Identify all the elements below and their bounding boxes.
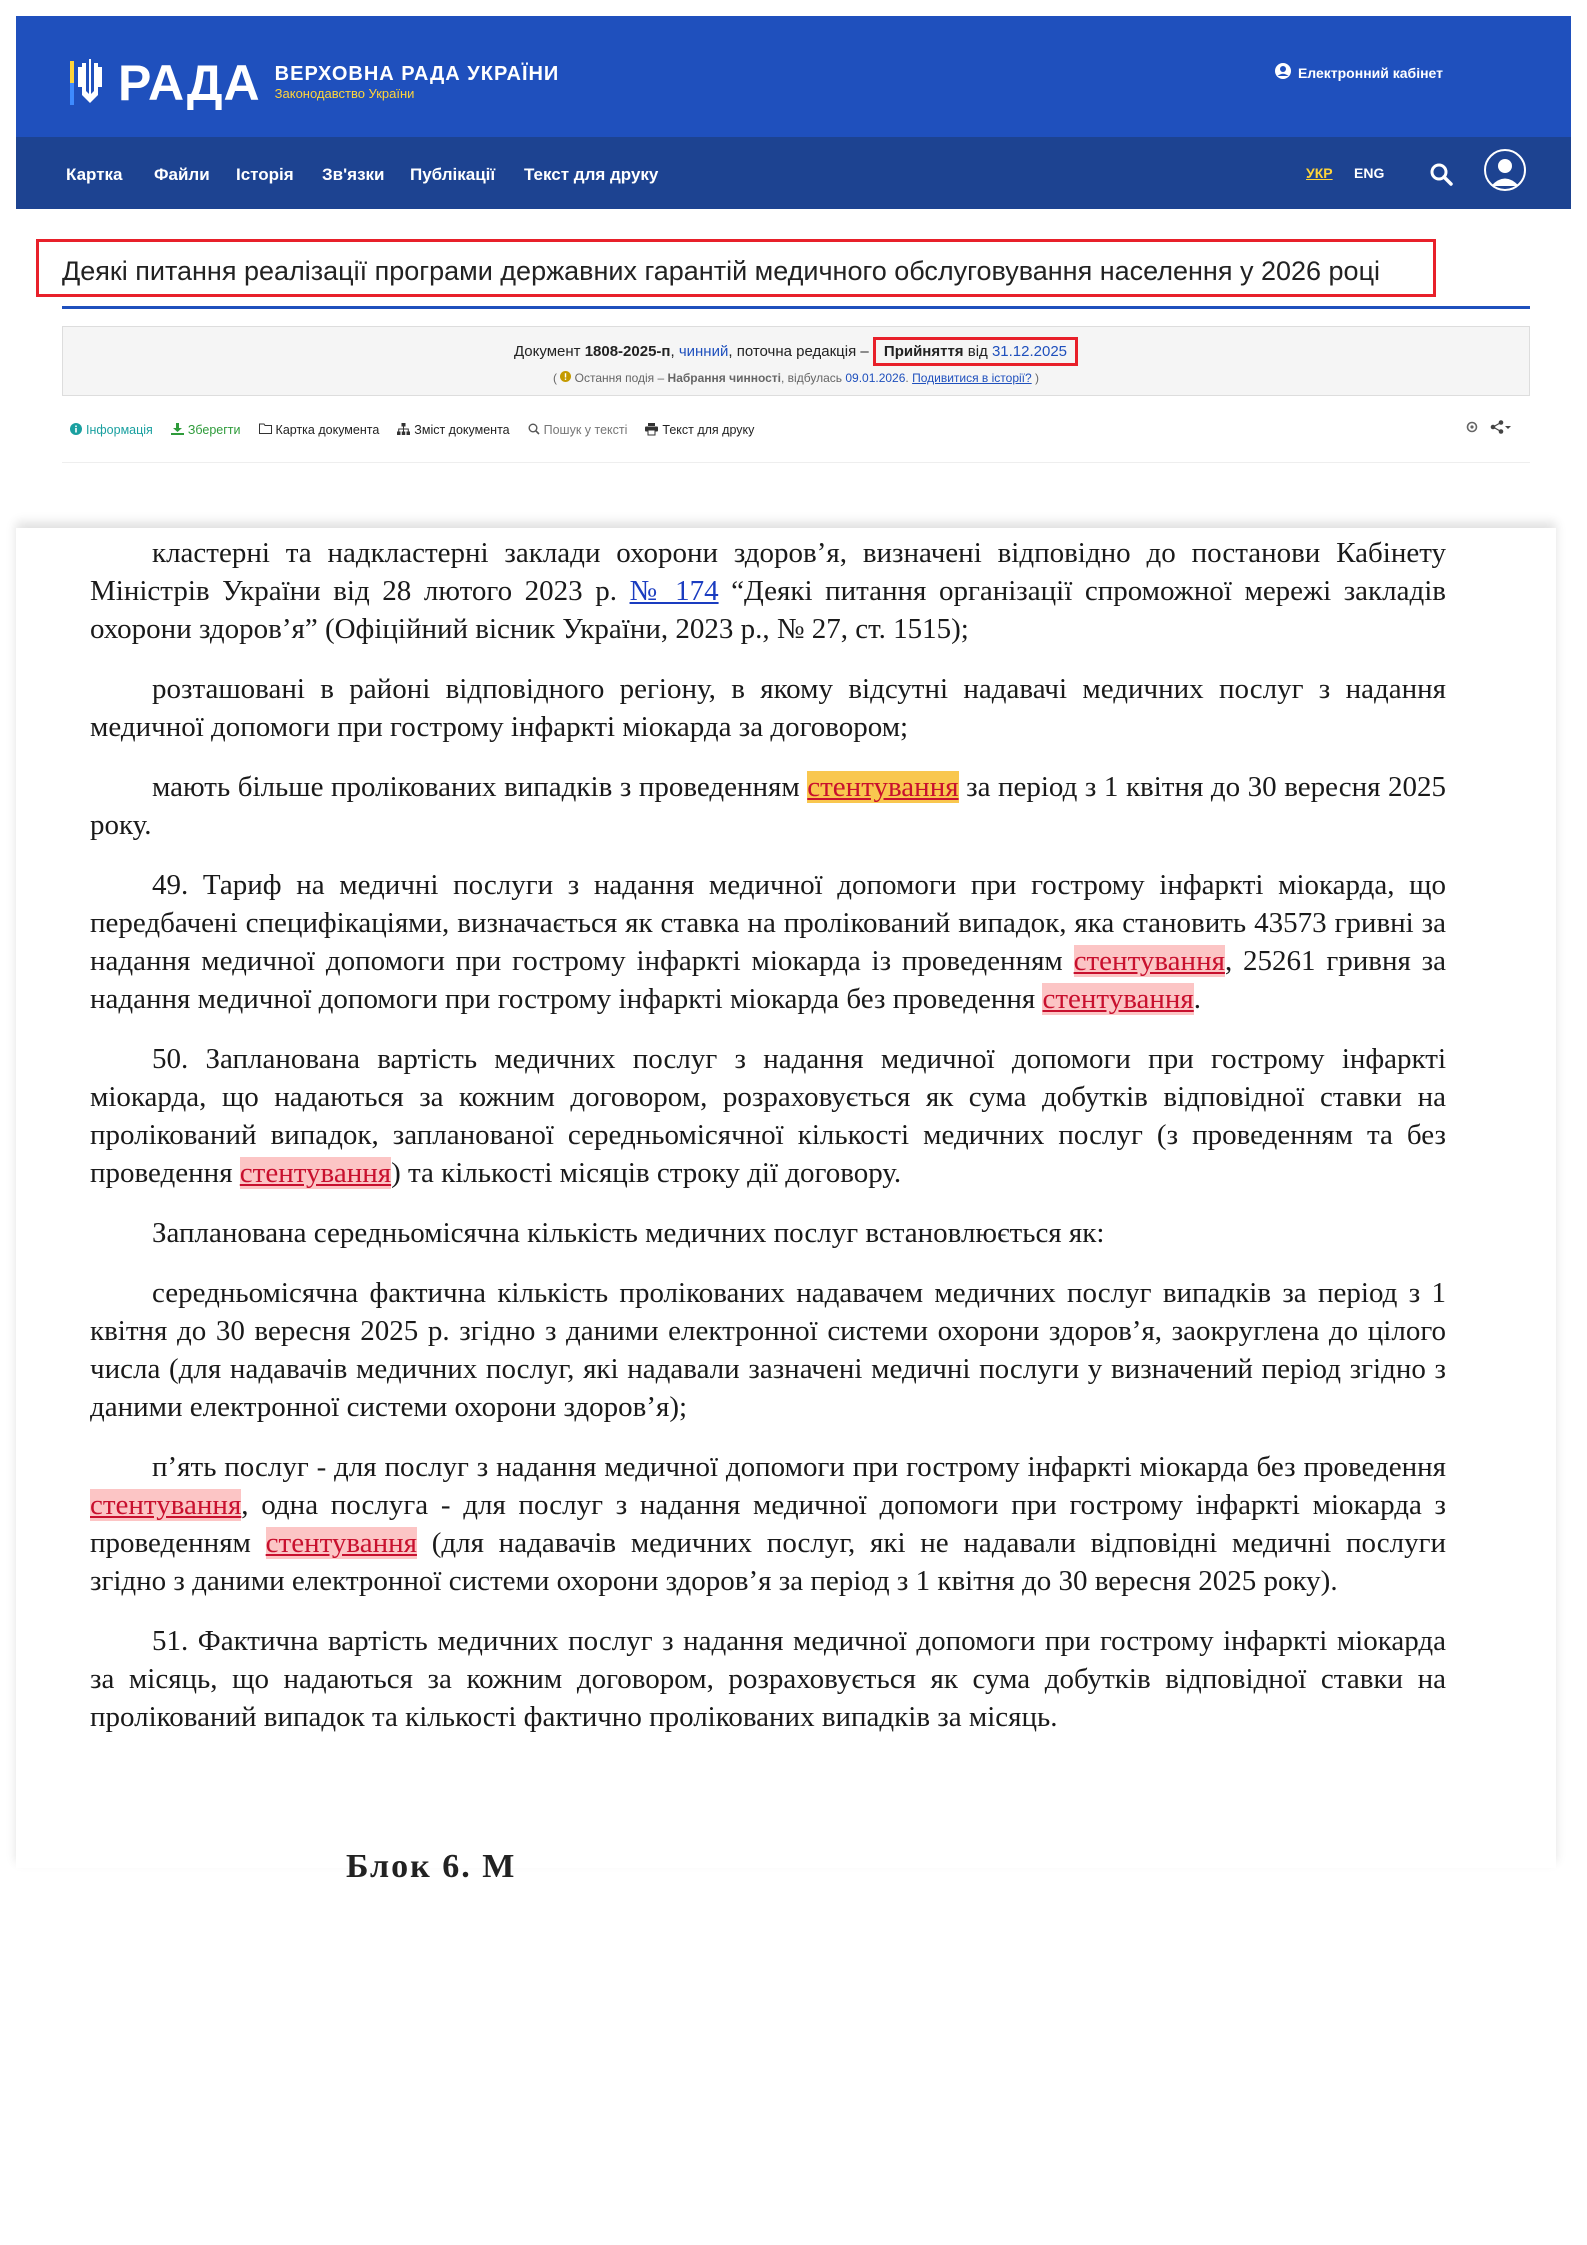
nav-print-text[interactable]: Текст для друку	[524, 165, 659, 184]
nav-links[interactable]: Зв'язки	[322, 165, 385, 184]
history-link[interactable]: Подивитися в історії?	[912, 371, 1032, 385]
document-card-button[interactable]	[259, 423, 380, 437]
cabinet-label: Електронний кабінет	[1297, 64, 1443, 81]
avatar-icon[interactable]	[1484, 149, 1526, 191]
search-match: стентування	[1073, 945, 1225, 977]
save-label: Зберегти	[187, 423, 241, 437]
document-scan	[16, 528, 1556, 1885]
magnifier-icon	[528, 423, 540, 438]
folder-icon	[259, 423, 272, 437]
paragraph-50: 50. Запланована вартість медичних послуг з надання медичної допомоги при гострому інфаркті міокарда, що надаються за кожним договором, розраховується як сума добутків відповідної ставки на пролікований випадок, запланованої середньомісячної кількості медичних послуг (з проведенням та без проведення стентування) та кількості місяців строку дії договору.	[90, 1043, 1446, 1189]
document-info-box	[62, 326, 1530, 396]
scan-text	[90, 534, 1446, 1758]
search-text-button[interactable]	[528, 423, 628, 438]
card-label: Картка документа	[275, 423, 380, 437]
search-match-current: стентування	[807, 771, 959, 803]
accepted-label: Прийняття	[883, 343, 964, 360]
rada-logo[interactable]	[70, 56, 559, 110]
save-button[interactable]	[171, 423, 241, 438]
nav-history[interactable]: Історія	[236, 165, 294, 184]
toolbar-divider	[62, 462, 1530, 463]
nav-files[interactable]: Файли	[154, 165, 210, 184]
accepted-highlight-box	[873, 337, 1078, 366]
paragraph-five-services: п’ять послуг - для послуг з надання медичної допомоги при гострому інфаркті міокарда без проведення стентування, одна послуга - для послуг з надання медичної допомоги при гострому інфаркті міокарда з проведенням стентування (для надавачів медичних послуг, які не надавали відповідні медичні послуги згідно з даними електронної системи охорони здоров’я за період з 1 квітня до 30 вересня 2025 року).	[90, 1451, 1447, 1597]
settings-icon[interactable]	[1465, 420, 1479, 437]
accepted-date[interactable]: 31.12.2025	[991, 343, 1068, 360]
lang-ukr[interactable]: УКР	[1306, 165, 1333, 181]
print-button[interactable]	[645, 423, 754, 438]
cut-off-heading: Блок 6. М	[346, 1848, 517, 1885]
paragraph-planned: Запланована середньомісячна кількість медичних послуг встановлюється як:	[152, 1217, 1105, 1249]
trident-icon	[70, 57, 110, 109]
search-icon[interactable]	[1428, 161, 1454, 187]
main-nav	[16, 137, 1571, 209]
search-match: стентування	[90, 1489, 242, 1521]
contents-label: Зміст документа	[414, 423, 510, 437]
resolution-174-link[interactable]: № 174	[629, 575, 719, 607]
nav-publications[interactable]: Публікації	[410, 165, 496, 184]
last-event-line: ( Остання подія – Набрання чинності, відбулась 09.01.2026. Подивитися в історії? )	[552, 371, 1040, 385]
paragraph-51: 51. Фактична вартість медичних послуг з надання медичної допомоги при гострому інфаркті міокарда за місяць, що надаються за кожним договором, розраховується як сума добутків відповідної ставки на пролікований випадок та кількості фактично пролікованих випадків за місяць.	[90, 1625, 1446, 1733]
sitemap-icon	[397, 423, 410, 438]
document-status-line: Документ 1808-2025-п, чинний, поточна редакція – Прийняття від 31.12.2025	[63, 337, 1529, 366]
site-header	[16, 16, 1571, 137]
paragraph-49: 49. Тариф на медичні послуги з надання медичної допомоги при гострому інфаркті міокарда, що передбачені специфікаціями, визначається як ставка на пролікований випадок, яка становить 43573 гривні за надання медичної допомоги при гострому інфаркті міокарда із проведенням стентування, 25261 гривня за надання медичної допомоги при гострому інфаркті міокарда без проведення стентування.	[90, 869, 1447, 1015]
doc-prefix: Документ	[513, 343, 585, 360]
paragraph-located: розташовані в районі відповідного регіону, в якому відсутні надавачі медичних послуг з надання медичної допомоги при гострому інфаркті міокарда за договором;	[90, 673, 1446, 743]
last-event: Набрання чинності	[667, 371, 782, 385]
share-icon[interactable]	[1490, 420, 1512, 437]
lang-eng[interactable]: ENG	[1354, 165, 1385, 181]
print-label: Текст для друку	[662, 423, 755, 437]
doc-edition: , поточна редакція –	[728, 343, 869, 360]
warning-icon	[560, 371, 571, 385]
contents-button[interactable]	[397, 423, 509, 438]
paragraph-clusters: кластерні та надкластерні заклади охорони здоров’я, визначені відповідно до постанови Кабінету Міністрів України від 28 лютого 2023 р. № 174 “Деякі питання організації спроможної мережі закладів охорони здоров’я” (Офіційний вісник України, 2023 р., № 27, ст. 1515);	[90, 537, 1446, 645]
document-toolbar	[70, 420, 754, 440]
document-title: Деякі питання реалізації програми державних гарантій медичного обслуговування населення у 2026 році	[62, 256, 1381, 286]
accepted-from: від	[963, 343, 992, 360]
doc-status[interactable]: чинний	[678, 343, 729, 360]
title-underline	[62, 306, 1530, 309]
doc-number: 1808-2025-п	[584, 343, 671, 360]
printer-icon	[645, 423, 658, 438]
cabinet-link[interactable]	[1274, 62, 1443, 83]
user-circle-icon	[1274, 62, 1292, 83]
info-tab[interactable]	[70, 423, 153, 438]
info-icon	[70, 423, 82, 438]
nav-card[interactable]: Картка	[66, 165, 123, 184]
search-match: стентування	[1042, 983, 1194, 1015]
logo-subtitle: Законодавство України	[274, 86, 415, 101]
paragraph-more-cases: мають більше пролікованих випадків з проведенням стентування за період з 1 квітня до 30 вересня 2025 року.	[90, 771, 1446, 841]
info-label: Інформація	[86, 423, 153, 437]
logo-word: РАДА	[118, 55, 261, 111]
search-match: стентування	[265, 1527, 417, 1559]
search-text-label: Пошук у тексті	[543, 423, 628, 437]
event-happened: , відбулась	[781, 371, 842, 385]
download-icon	[171, 423, 184, 438]
logo-title: ВЕРХОВНА РАДА УКРАЇНИ	[274, 63, 560, 85]
search-match: стентування	[239, 1157, 392, 1189]
event-date: 09.01.2026	[845, 371, 906, 385]
last-event-label: Остання подія –	[574, 371, 665, 385]
paragraph-average: середньомісячна фактична кількість пролікованих надавачем медичних послуг випадків за період з 1 квітня до 30 вересня 2025 р. згідно з даними електронної системи охорони здоров’я, заокруглена до цілого числа (для надавачів медичних послуг, які надавали зазначені медичні послуги у визначений період згідно з даними електронної системи охорони здоров’я);	[90, 1277, 1446, 1423]
